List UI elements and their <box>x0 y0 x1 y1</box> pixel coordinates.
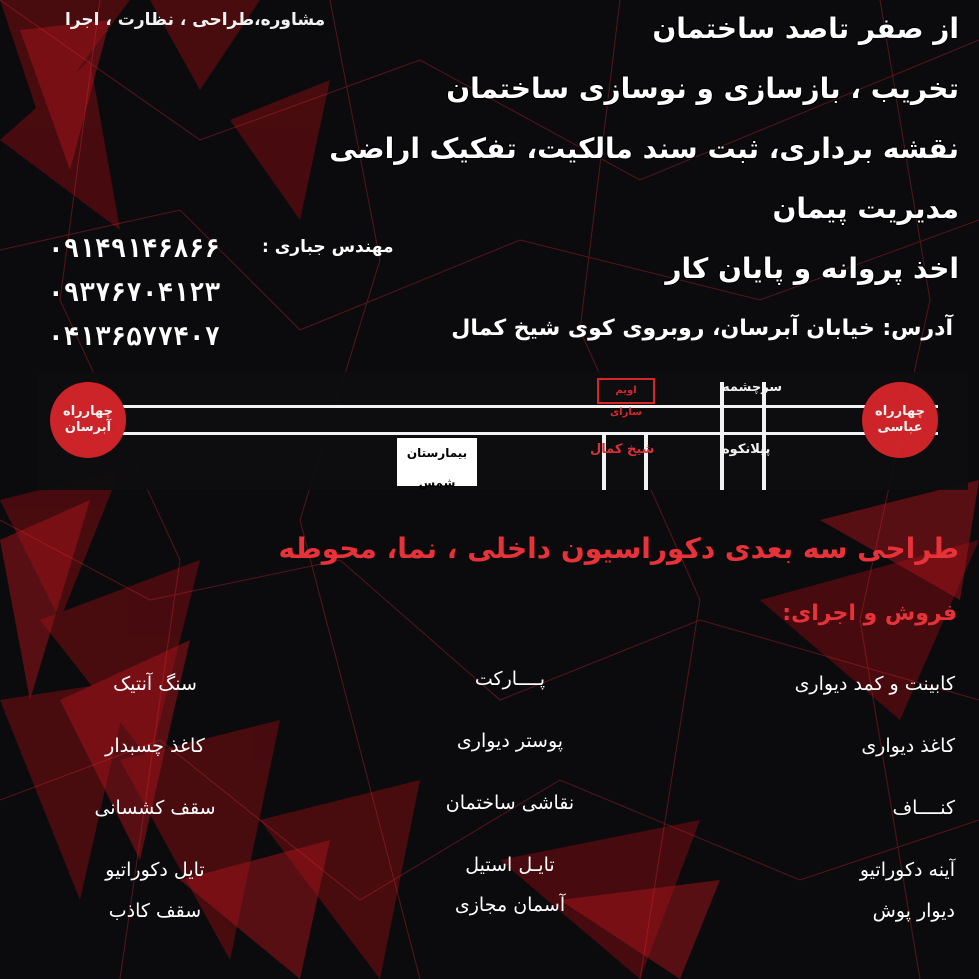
map-left-circle: چهارراه آبرسان <box>50 382 126 458</box>
service-line-4: مدیریت پیمان <box>772 192 959 225</box>
service-line-5: اخذ پروانه و پایان کار <box>665 252 959 285</box>
map-road-bottom <box>78 432 938 435</box>
product-item: کابینت و کمد دیواری <box>794 673 955 695</box>
map-store-box: اویم سارای <box>597 378 655 404</box>
service-line-3: نقشه برداری، ثبت سند مالکیت، تفکیک اراضی <box>329 132 959 165</box>
service-line-1: از صفر تاصد ساختمان <box>652 12 959 45</box>
map-label-sheikh-kamal: شیخ کمال <box>590 442 655 457</box>
product-item: کاغذ دیواری <box>861 735 955 757</box>
engineer-label: مهندس جباری : <box>262 237 394 257</box>
phone-number[interactable]: ۰۹۱۴۹۱۴۶۸۶۶ <box>48 234 221 264</box>
product-item: کاغذ چسبدار <box>105 735 205 757</box>
product-item: تایل دکوراتیو <box>105 859 205 881</box>
location-map <box>38 372 968 490</box>
product-item: آسمان مجازی <box>454 894 566 916</box>
map-right-circle: چهارراه عباسی <box>862 382 938 458</box>
map-hospital: بیمارستان شمس <box>397 438 477 486</box>
product-item: سقف کاذب <box>108 900 202 922</box>
map-street-post <box>720 382 724 490</box>
map-street-post <box>762 382 766 490</box>
product-item: نقاشی ساختمان <box>445 792 575 814</box>
product-item: کنــــاف <box>892 797 955 819</box>
map-label-pilankooh: پیلانکوه <box>722 442 771 457</box>
service-line-2: تخریب ، بازسازی و نوسازی ساختمان <box>446 72 959 105</box>
address: آدرس: خیابان آبرسان، روبروی کوی شیخ کمال <box>451 316 953 341</box>
phone-number[interactable]: ۰۹۳۷۶۷۰۴۱۲۳ <box>48 278 221 308</box>
phone-number[interactable]: ۰۴۱۳۶۵۷۷۴۰۷ <box>48 322 221 352</box>
product-item: تایـل استیل <box>465 854 555 876</box>
design-title: طراحی سه بعدی دکوراسیون داخلی ، نما، محوطه <box>278 532 959 565</box>
product-item: پوستر دیواری <box>456 730 564 752</box>
product-item: سنگ آنتیک <box>113 673 197 695</box>
product-item: پــــارکت <box>474 668 546 690</box>
product-item: سقف کشسانی <box>94 797 216 819</box>
product-item: دیوار پوش <box>872 900 955 922</box>
sales-title: فروش و اجرای: <box>782 601 957 626</box>
map-road-top <box>78 405 938 408</box>
map-label-sarcheshmeh: سرچشمه <box>722 380 783 395</box>
product-item: آینه دکوراتیو <box>859 859 955 881</box>
consult-tagline: مشاوره،طراحی ، نظارت ، اجرا <box>65 10 326 30</box>
